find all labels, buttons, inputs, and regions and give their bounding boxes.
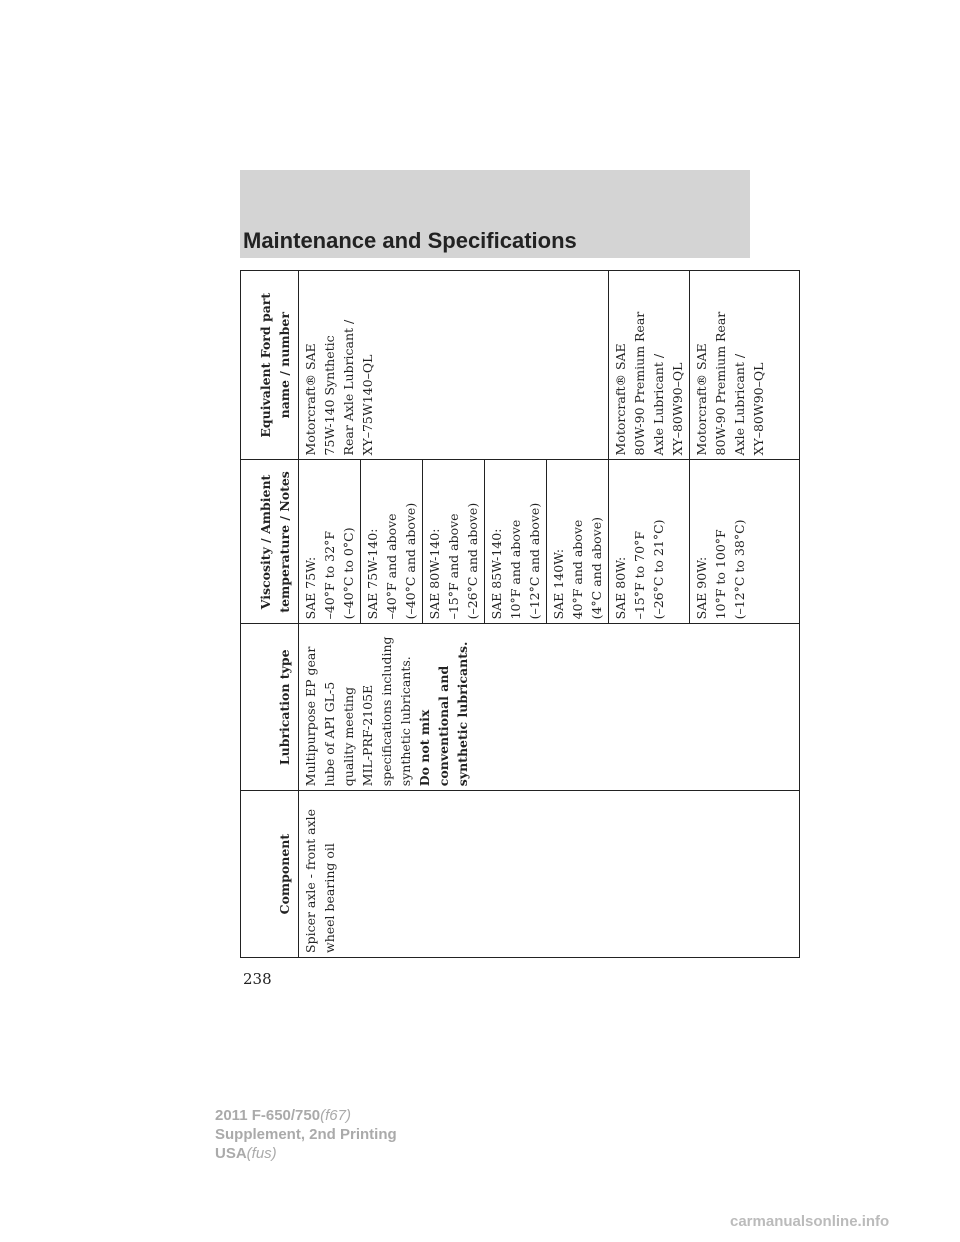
viscosity-cell: SAE 75W-140: –40°F and above (–40°C and above) [361,460,423,624]
lubrication-type-cell: Multipurpose EP gear lube of API GL-5 quality meeting MIL-PRF-2105E specifications including synthetic lubricants. Do not mix conventional and synthetic lubricants. [299,624,800,791]
col-header-viscosity: Viscosity / Ambient temperature / Notes [241,460,299,624]
watermark-text: carmanualsonline.info [730,1213,890,1230]
viscosity-cell: SAE 90W: 10°F to 100°F (–12°C to 38°C) [690,460,800,624]
equivalent-part-cell: Motorcraft® SAE 80W-90 Premium Rear Axle Lubricant / XY–80W90–QL [690,271,800,460]
footer-model: 2011 F-650/750 [215,1107,321,1124]
viscosity-cell: SAE 80W-140: –15°F and above (–26°C and above) [423,460,485,624]
col-header-component: Component [241,791,299,958]
spec-table-container [240,270,766,958]
equivalent-part-cell: Motorcraft® SAE 75W-140 Synthetic Rear Axle Lubricant / XY–75W140–QL [299,271,609,460]
component-cell: Spicer axle - front axle wheel bearing oil [299,791,800,958]
equivalent-part-cell: Motorcraft® SAE 80W-90 Premium Rear Axle Lubricant / XY–80W90–QL [609,271,690,460]
footer-market: USA [215,1145,247,1162]
footer-edition: Supplement, 2nd Printing [215,1126,397,1143]
warning-text: Do not mix [417,709,432,787]
viscosity-cell: SAE 75W: –40°F to 32°F (–40°C to 0°C) [299,460,361,624]
footer-model-code: (f67) [320,1107,351,1124]
table-row [299,271,361,958]
col-header-equivalent-part: Equivalent Ford part name / number [241,271,299,460]
lubricant-spec-table [240,270,800,958]
viscosity-cell: SAE 80W: –15°F to 70°F (–26°C to 21°C) [609,460,690,624]
table-header-row [241,271,299,958]
viscosity-cell: SAE 140W: 40°F and above (4°C and above) [547,460,609,624]
viscosity-cell: SAE 85W-140: 10°F and above (–12°C and above) [485,460,547,624]
col-header-lubrication-type: Lubrication type [241,624,299,791]
footer-printing-info [215,1106,397,1163]
page-title: Maintenance and Specifications [243,228,577,253]
footer-market-code: (fus) [246,1145,277,1162]
page-number: 238 [243,970,272,988]
